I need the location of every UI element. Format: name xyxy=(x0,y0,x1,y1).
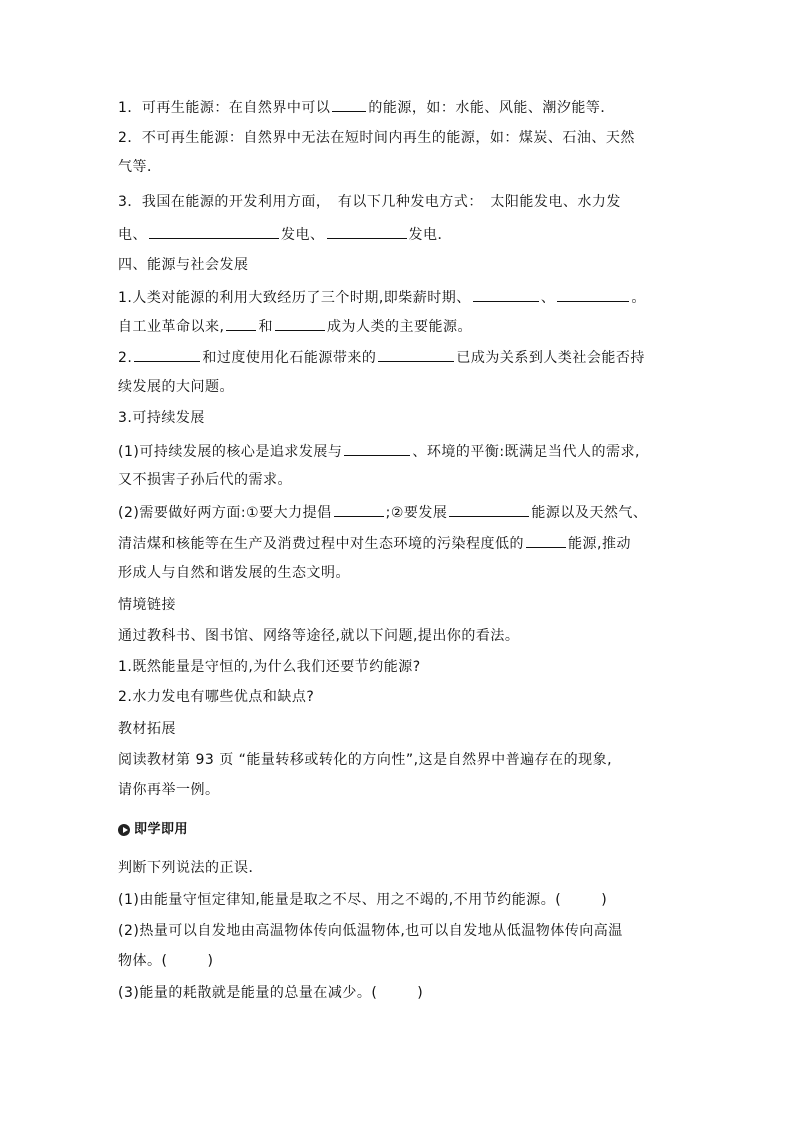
energy-periods: 1.人类对能源的利用大致经历了三个时期,即柴薪时期、 、 。 xyxy=(118,287,646,308)
fill-blank xyxy=(526,533,566,548)
fill-blank xyxy=(344,441,410,456)
practice-item-cont: 物体。( ) xyxy=(118,953,214,969)
sustainable-core-cont: 又不损害子孙后代的需求。 xyxy=(118,472,292,488)
nonrenewable-definition: 2．不可再生能源：自然界中无法在短时间内再生的能源，如：煤炭、石油、天然 xyxy=(118,130,635,146)
fill-blank xyxy=(449,502,529,517)
fill-blank xyxy=(473,287,539,302)
fill-blank xyxy=(378,347,454,362)
section-heading: 四、能源与社会发展 xyxy=(118,257,249,273)
practice-item: (2)热量可以自发地由高温物体传向低温物体,也可以自发地从低温物体传向高温 xyxy=(118,923,623,939)
fill-blank xyxy=(332,97,366,112)
sustainable-measures-cont2: 形成人与自然和谐发展的生态文明。 xyxy=(118,565,350,581)
extension-text: 阅读教材第 93 页 “能量转移或转化的方向性”,这是自然界中普遍存在的现象, xyxy=(118,752,613,768)
sustainable-measures-cont: 清洁煤和核能等在生产及消费过程中对生态环境的污染程度低的 能源,推动 xyxy=(118,533,631,554)
fill-blank xyxy=(557,287,629,302)
nonrenewable-definition-cont: 气等． xyxy=(118,159,162,175)
play-circle-icon xyxy=(118,824,130,836)
main-energy-sources: 自工业革命以来, 和 成为人类的主要能源。 xyxy=(118,316,472,337)
sustainable-core: (1)可持续发展的核心是追求发展与 、环境的平衡:既满足当代人的需求, xyxy=(118,441,640,462)
situation-intro: 通过教科书、图书馆、网络等途径,就以下问题,提出你的看法。 xyxy=(118,628,520,644)
practice-item: (3)能量的耗散就是能量的总量在减少。( ) xyxy=(118,985,424,1001)
practice-label: 即学即用 xyxy=(118,820,188,842)
fill-blank xyxy=(226,316,256,331)
practice-intro: 判断下列说法的正误． xyxy=(118,860,263,876)
renewable-definition: 1．可再生能源：在自然界中可以 的能源，如：水能、风能、潮汐能等． xyxy=(118,97,615,118)
fill-blank xyxy=(134,347,200,362)
fill-blank xyxy=(275,316,325,331)
sustainable-measures: (2)需要做好两方面:①要大力提倡 ;②要发展 能源以及天然气、 xyxy=(118,502,647,523)
sustainable-heading: 3.可持续发展 xyxy=(118,410,205,426)
fill-blank xyxy=(149,224,279,239)
fill-blank xyxy=(334,502,384,517)
situation-heading: 情境链接 xyxy=(118,597,176,613)
power-generation-methods-cont: 电、 发电、 发电． xyxy=(118,224,452,245)
power-generation-methods: 3．我国在能源的开发利用方面， 有以下几种发电方式： 太阳能发电、水力发 xyxy=(118,194,621,210)
fossil-energy-problem: 2. 和过度使用化石能源带来的 已成为关系到人类社会能否持 xyxy=(118,347,645,368)
fill-blank xyxy=(327,224,407,239)
situation-question: 2.水力发电有哪些优点和缺点? xyxy=(118,689,315,705)
practice-item: (1)由能量守恒定律知,能量是取之不尽、用之不竭的,不用节约能源。( ) xyxy=(118,892,608,908)
extension-text-cont: 请你再举一例。 xyxy=(118,782,220,798)
extension-heading: 教材拓展 xyxy=(118,721,176,737)
situation-question: 1.既然能量是守恒的,为什么我们还要节约能源? xyxy=(118,659,421,675)
fossil-energy-problem-cont: 续发展的大问题。 xyxy=(118,379,234,395)
